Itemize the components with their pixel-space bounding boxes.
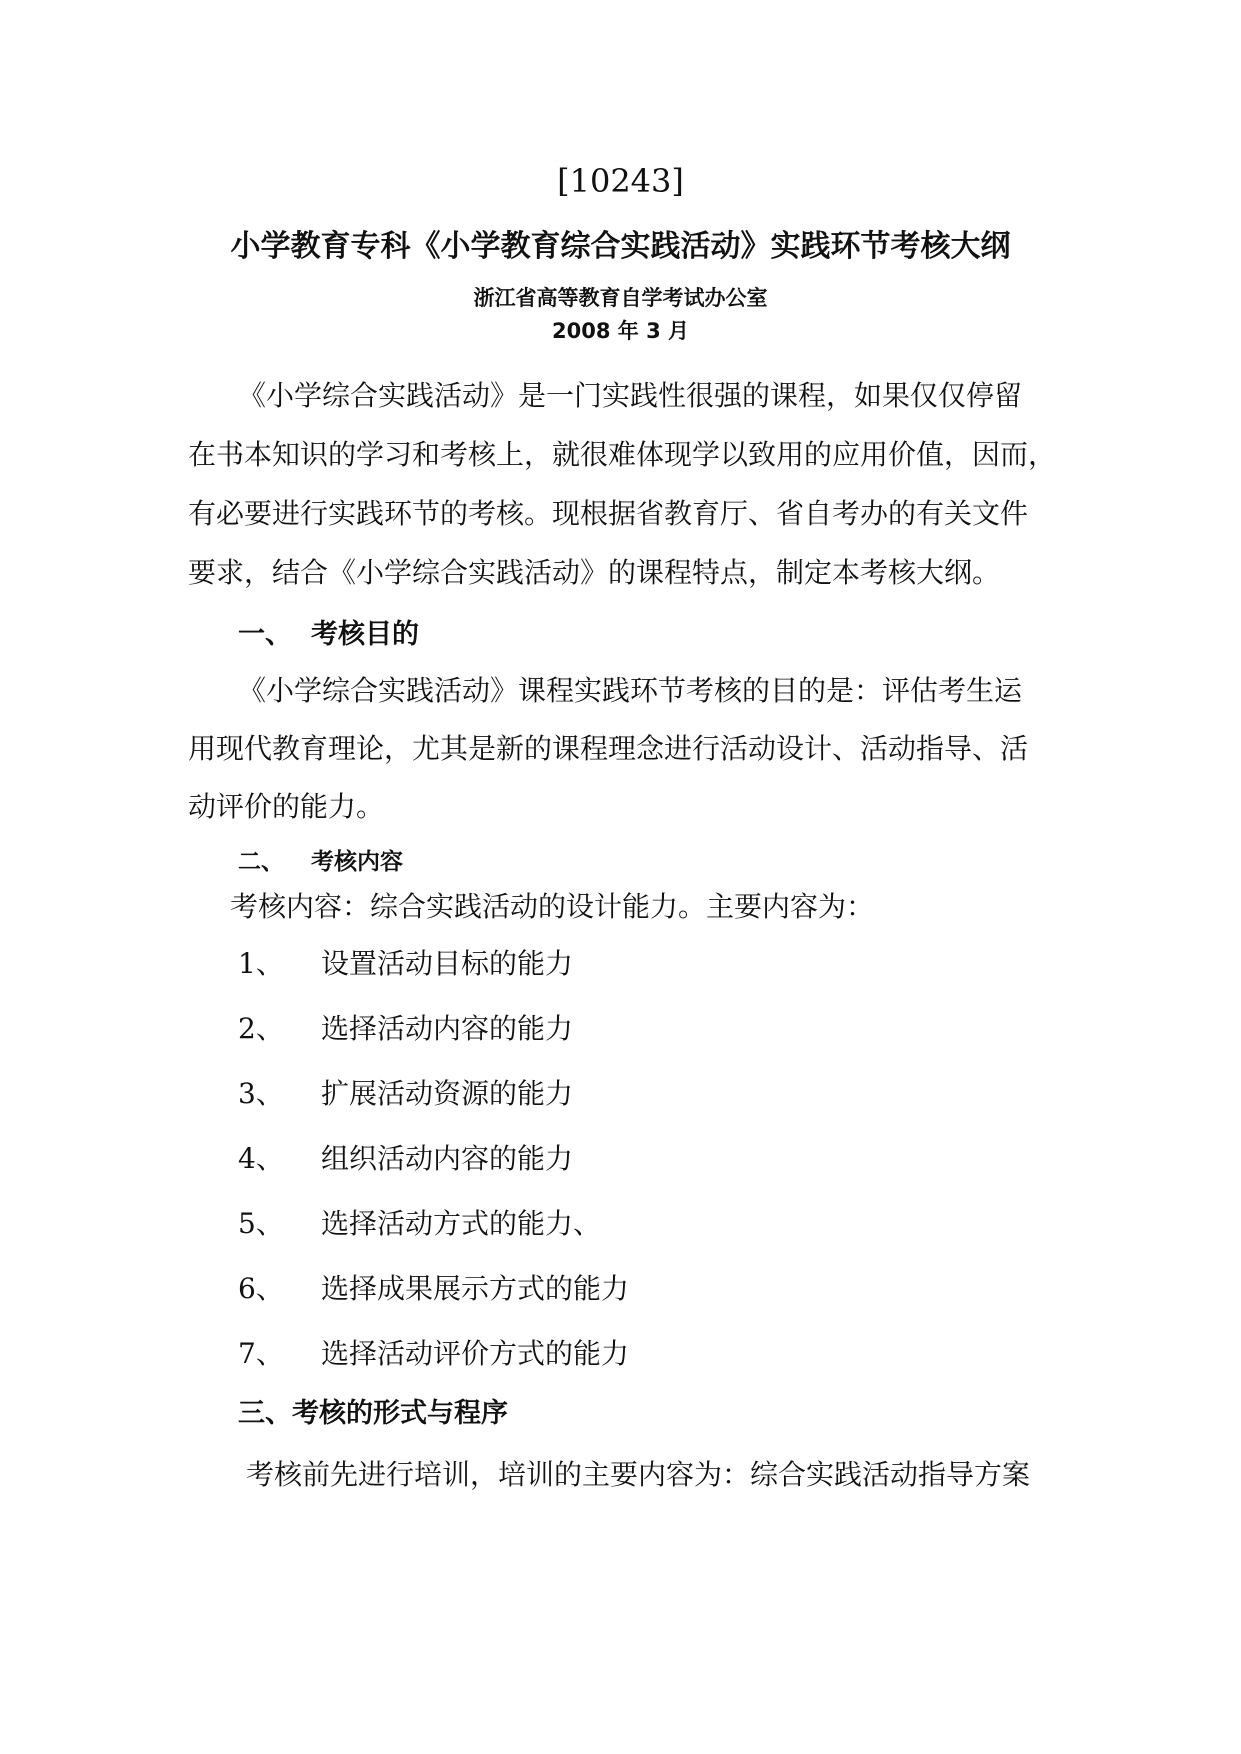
intro-line: 《小学综合实践活动》是一门实践性很强的课程，如果仅仅停留 <box>238 379 1023 412</box>
section3-line: 考核前先进行培训，培训的主要内容为：综合实践活动指导方案 <box>246 1458 1031 1491</box>
list-item-number: 4、 <box>238 1142 284 1175</box>
issuer: 浙江省高等教育自学考试办公室 <box>473 286 768 310</box>
list-item-number: 3、 <box>238 1077 284 1110</box>
intro-line: 有必要进行实践环节的考核。现根据省教育厅、省自考办的有关文件 <box>188 497 1029 530</box>
section2-lead: 考核内容：综合实践活动的设计能力。主要内容为： <box>230 890 875 923</box>
list-item-text: 组织活动内容的能力 <box>321 1142 574 1175</box>
section1-line: 《小学综合实践活动》课程实践环节考核的目的是：评估考生运 <box>238 674 1023 707</box>
document-code: [10243] <box>557 162 684 200</box>
section2-number: 二、 <box>238 849 284 875</box>
list-item-number: 2、 <box>238 1012 284 1045</box>
list-item-number: 6、 <box>238 1272 284 1305</box>
intro-line: 要求，结合《小学综合实践活动》的课程特点，制定本考核大纲。 <box>188 556 1001 589</box>
section1-line: 动评价的能力。 <box>188 790 385 823</box>
section1-title: 考核目的 <box>311 619 419 650</box>
list-item-text: 选择成果展示方式的能力 <box>321 1272 630 1305</box>
issue-date: 2008 年 3 月 <box>552 319 689 343</box>
document-title: 小学教育专科《小学教育综合实践活动》实践环节考核大纲 <box>230 229 1011 264</box>
section3-title: 三、考核的形式与程序 <box>238 1398 508 1429</box>
section2-title: 考核内容 <box>311 849 403 875</box>
list-item-text: 扩展活动资源的能力 <box>321 1077 574 1110</box>
intro-line: 在书本知识的学习和考核上，就很难体现学以致用的应用价值，因而， <box>188 438 1057 471</box>
list-item-number: 1、 <box>238 947 284 980</box>
list-item-text: 设置活动目标的能力 <box>321 947 574 980</box>
list-item-number: 7、 <box>238 1337 284 1370</box>
list-item-number: 5、 <box>238 1207 284 1240</box>
list-item-text: 选择活动评价方式的能力 <box>321 1337 630 1370</box>
list-item-text: 选择活动内容的能力 <box>321 1012 574 1045</box>
list-item-text: 选择活动方式的能力、 <box>321 1207 602 1240</box>
section1-line: 用现代教育理论，尤其是新的课程理念进行活动设计、活动指导、活 <box>188 732 1029 765</box>
section1-number: 一、 <box>238 619 292 650</box>
